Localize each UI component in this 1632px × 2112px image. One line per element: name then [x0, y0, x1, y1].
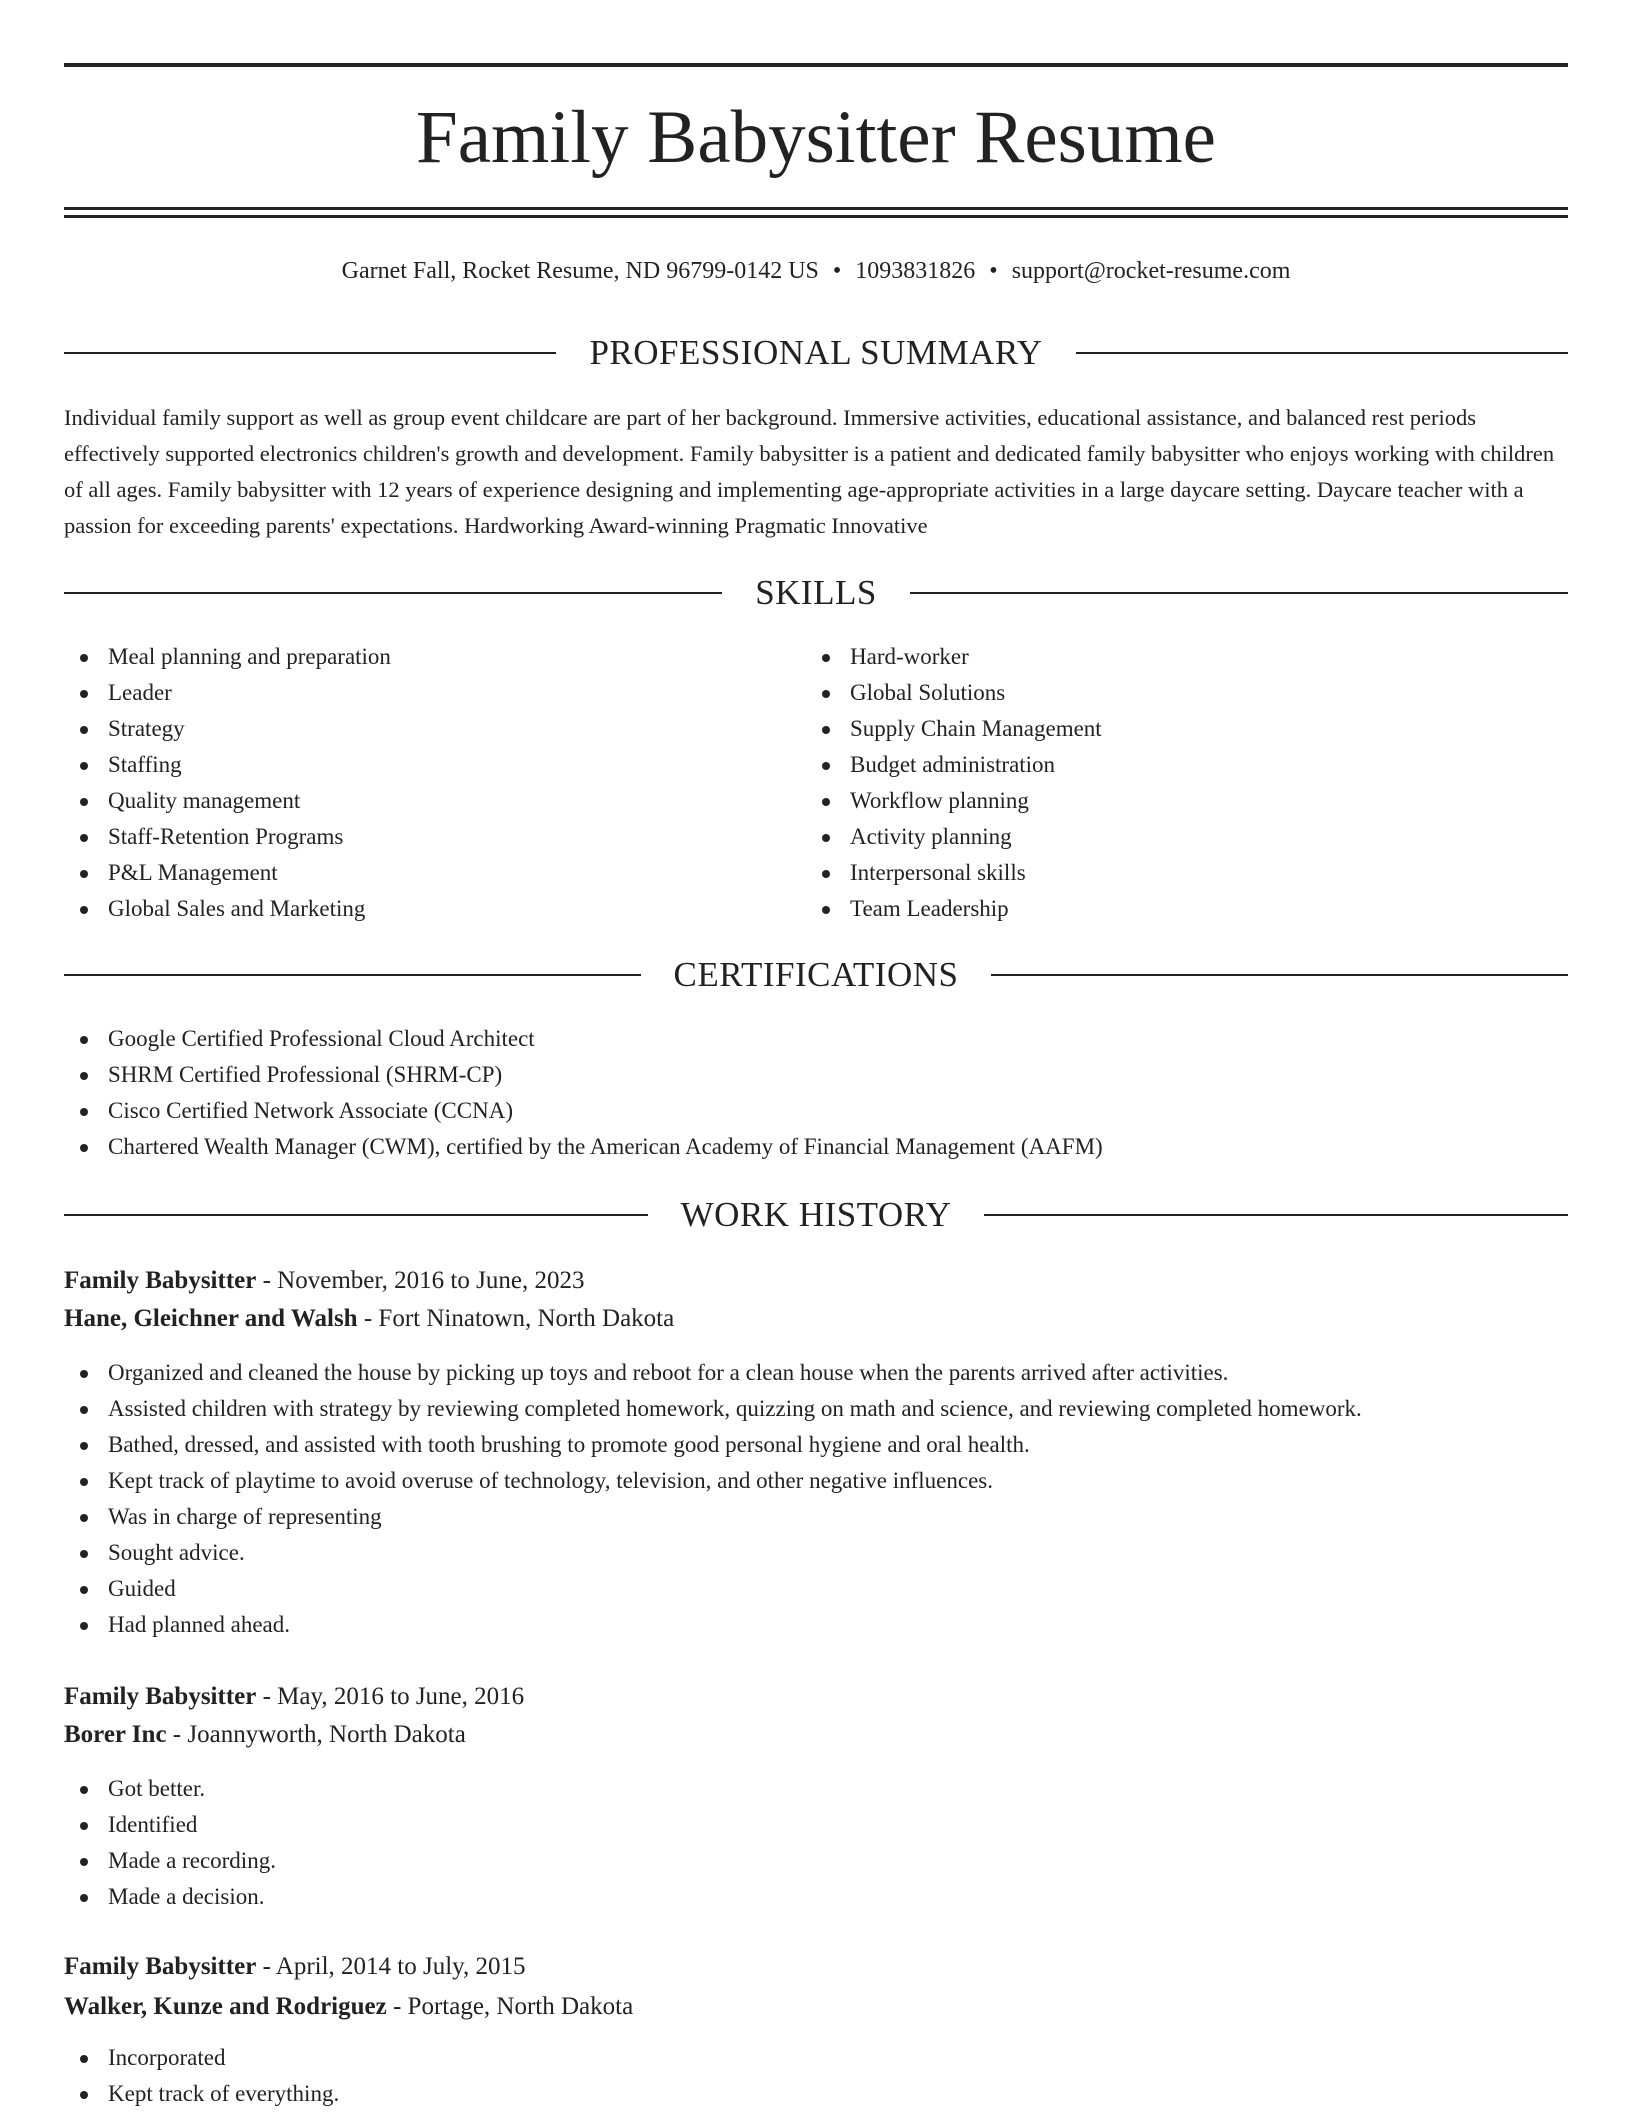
job-bullet: Kept track of everything.: [64, 2076, 339, 2112]
certification-item: Cisco Certified Network Associate (CCNA): [64, 1093, 1103, 1129]
job-bullets: [64, 1355, 1362, 1643]
certification-item: Chartered Wealth Manager (CWM), certified by the American Academy of Financial Management (AAFM): [64, 1129, 1103, 1165]
job-dates: - April, 2014 to July, 2015: [256, 1953, 526, 1980]
skill-item: Meal planning and preparation: [64, 639, 391, 675]
job-company: Walker, Kunze and Rodriguez: [64, 1993, 387, 2020]
title-double-rule: [64, 207, 1568, 218]
heading-rule: [984, 1214, 1568, 1216]
skill-item: Workflow planning: [806, 783, 1102, 819]
job-bullet: Sought advice.: [64, 1535, 1362, 1571]
job-company: Borer Inc: [64, 1721, 167, 1748]
job-bullet: Was in charge of representing: [64, 1499, 1362, 1535]
skill-item: Supply Chain Management: [806, 711, 1102, 747]
job-bullets: [64, 1771, 276, 1915]
job-company-line: [64, 1300, 1568, 1338]
skill-item: Activity planning: [806, 819, 1102, 855]
skill-item: Quality management: [64, 783, 391, 819]
job-bullets: [64, 2040, 339, 2112]
skill-item: Interpersonal skills: [806, 855, 1102, 891]
work-history-heading-label: WORK HISTORY: [680, 1195, 952, 1234]
skill-item: Global Solutions: [806, 675, 1102, 711]
heading-rule: [1076, 352, 1568, 354]
resume-title: Family Babysitter Resume: [416, 96, 1216, 179]
certification-item: Google Certified Professional Cloud Architect: [64, 1021, 1103, 1057]
certifications-heading: [64, 950, 1568, 1000]
job-bullet: Guided: [64, 1571, 1362, 1607]
job-location: - Portage, North Dakota: [386, 1993, 634, 2020]
job-title-line: [64, 1948, 1568, 1986]
job-title: Family Babysitter: [64, 1267, 257, 1294]
job-location: - Fort Ninatown, North Dakota: [357, 1305, 675, 1332]
summary-heading: [64, 328, 1568, 378]
job-bullet: Made a decision.: [64, 1879, 276, 1915]
job-bullet: Incorporated: [64, 2040, 339, 2076]
skill-item: Leader: [64, 675, 391, 711]
contact-separator: •: [989, 258, 998, 284]
job-bullet: Got better.: [64, 1771, 276, 1807]
job-bullet: Kept track of playtime to avoid overuse of technology, television, and other negative influences.: [64, 1463, 1362, 1499]
heading-rule: [910, 592, 1568, 594]
skill-item: Hard-worker: [806, 639, 1102, 675]
certifications-list: [64, 1021, 1103, 1165]
top-rule: [64, 63, 1568, 67]
job-title: Family Babysitter: [64, 1683, 257, 1710]
skill-item: P&L Management: [64, 855, 391, 891]
skill-item: Global Sales and Marketing: [64, 891, 391, 927]
contact-phone: 1093831826: [855, 258, 976, 284]
job-title: Family Babysitter: [64, 1953, 257, 1980]
skills-list-right: [806, 639, 1102, 927]
heading-rule: [64, 352, 556, 354]
job-title-line: [64, 1262, 1568, 1300]
job-bullet: Made a recording.: [64, 1843, 276, 1879]
job-location: - Joannyworth, North Dakota: [166, 1721, 466, 1748]
certifications-heading-label: CERTIFICATIONS: [673, 955, 959, 994]
job-company-line: [64, 1988, 1568, 2026]
skill-item: Team Leadership: [806, 891, 1102, 927]
skill-item: Strategy: [64, 711, 391, 747]
skills-heading-label: SKILLS: [755, 573, 877, 612]
job-bullet: Identified: [64, 1807, 276, 1843]
contact-separator: •: [832, 258, 842, 284]
work-history-heading: [64, 1190, 1568, 1240]
job-dates: - May, 2016 to June, 2016: [256, 1683, 525, 1710]
skill-item: Staffing: [64, 747, 391, 783]
job-bullet: Assisted children with strategy by reviewing completed homework, quizzing on math and science, and reviewing completed homework.: [64, 1391, 1362, 1427]
heading-rule: [64, 592, 722, 594]
skill-item: Staff-Retention Programs: [64, 819, 391, 855]
summary-heading-label: PROFESSIONAL SUMMARY: [589, 333, 1043, 372]
job-title-line: [64, 1678, 1568, 1716]
job-dates: - November, 2016 to June, 2023: [256, 1267, 585, 1294]
summary-text: Individual family support as well as group event childcare are part of her background. Immersive activities, educational assistance, and balanced rest periods effectively supported electronics children's growth and development. Family babysitter is a patient and dedicated family babysitter who enjoys working with children of all ages. Family babysitter with 12 years of experience designing and implementing age-appropriate activities in a large daycare setting. Daycare teacher with a passion for exceeding parents' expectations. Hardworking Award-winning Pragmatic Innovative: [64, 405, 1555, 538]
contact-address: Garnet Fall, Rocket Resume, ND 96799-0142 US: [341, 258, 819, 284]
skills-heading: [64, 568, 1568, 618]
contact-email: support@rocket-resume.com: [1011, 258, 1291, 284]
job-bullet: Organized and cleaned the house by picking up toys and reboot for a clean house when the parents arrived after activities.: [64, 1355, 1362, 1391]
heading-rule: [64, 1214, 648, 1216]
skill-item: Budget administration: [806, 747, 1102, 783]
job-company-line: [64, 1716, 1568, 1754]
heading-rule: [64, 974, 641, 976]
job-bullet: Bathed, dressed, and assisted with tooth brushing to promote good personal hygiene and oral health.: [64, 1427, 1362, 1463]
skills-list-left: [64, 639, 391, 927]
certification-item: SHRM Certified Professional (SHRM-CP): [64, 1057, 1103, 1093]
job-company: Hane, Gleichner and Walsh: [64, 1305, 358, 1332]
contact-line: [64, 253, 1568, 289]
heading-rule: [991, 974, 1568, 976]
job-bullet: Had planned ahead.: [64, 1607, 1362, 1643]
